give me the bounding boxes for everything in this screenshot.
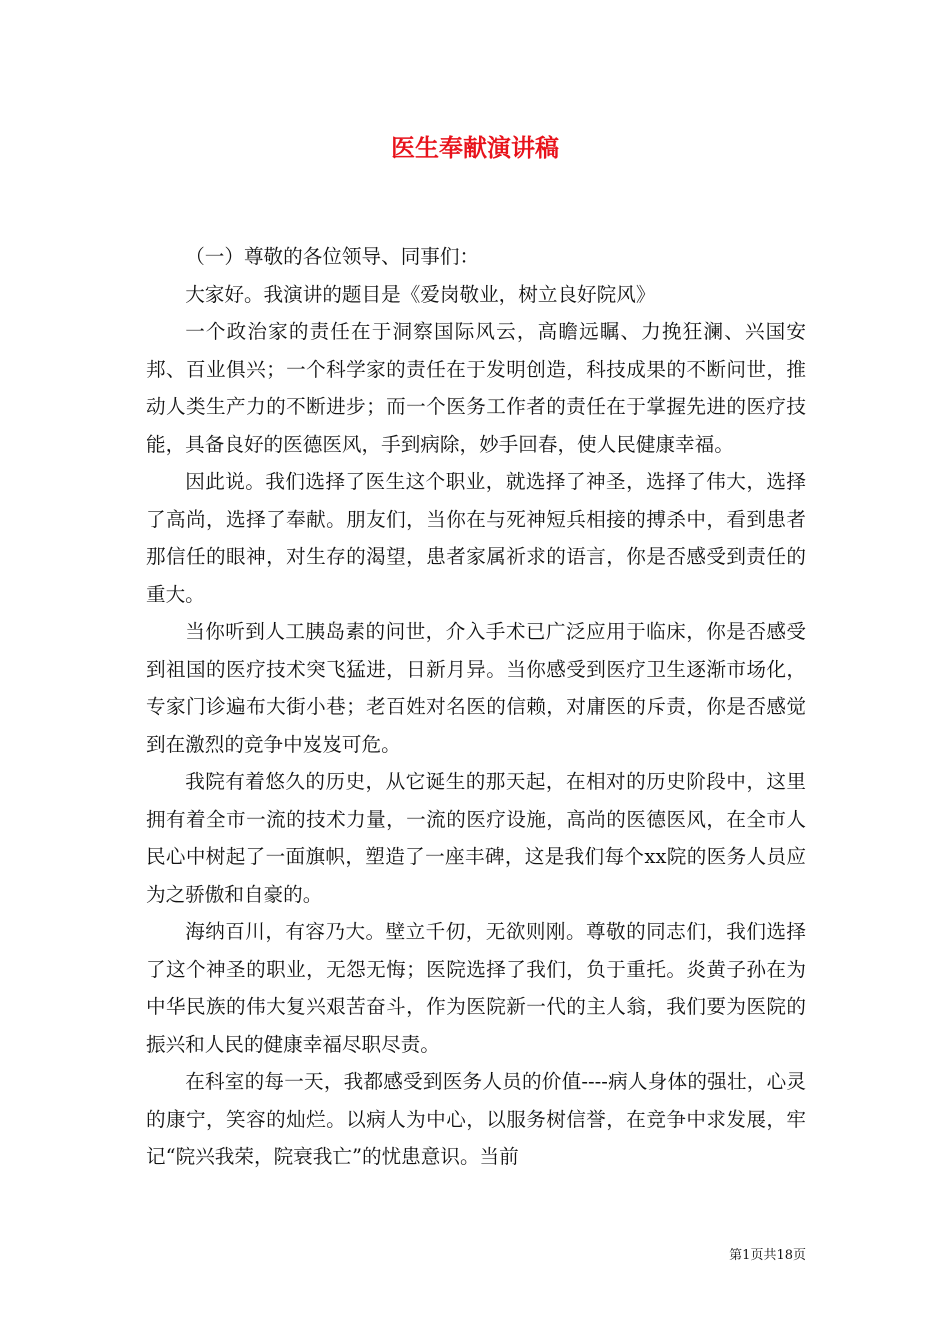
document-body — [146, 238, 806, 1176]
paragraph-history: 我院有着悠久的历史，从它诞生的那天起，在相对的历史阶段中，这里拥有着全市一流的技术力量，一流的医疗设施，高尚的医德医风，在全市人民心中树起了一面旗帜，塑造了一座丰碑，这是我们每个xx院的医务人员应为之骄傲和自豪的。 — [146, 770, 806, 906]
paragraph-department: 在科室的每一天，我都感受到医务人员的价值----病人身体的强壮，心灵的康宁，笑容的灿烂。以病人为中心，以服务树信誉，在竞争中求发展，牢记“院兴我荣，院衰我亡”的忧患意识。当前 — [146, 1070, 806, 1168]
paragraph-responsibility: 一个政治家的责任在于洞察国际风云，高瞻远瞩、力挽狂澜、兴国安邦、百业俱兴；一个科学家的责任在于发明创造，科技成果的不断问世，推动人类生产力的不断进步；而一个医务工作者的责任在于掌握先进的医疗技能，具备良好的医德医风，手到病除，妙手回春，使人民健康幸福。 — [146, 320, 806, 456]
document-title: 医生奉献演讲稿 — [391, 133, 559, 162]
paragraph-technology: 当你听到人工胰岛素的问世，介入手术已广泛应用于临床，你是否感受到祖国的医疗技术突飞猛进，日新月异。当你感受到医疗卫生逐渐市场化，专家门诊遍布大街小巷；老百姓对名医的信赖，对庸医的斥责，你是否感觉到在激烈的竞争中岌岌可危。 — [146, 620, 806, 756]
paragraph-choice: 因此说。我们选择了医生这个职业，就选择了神圣，选择了伟大，选择了高尚，选择了奉献。朋友们，当你在与死神短兵相接的搏杀中，看到患者那信任的眼神，对生存的渴望，患者家属祈求的语言，你是否感受到责任的重大。 — [146, 470, 806, 606]
paragraph-mission: 海纳百川，有容乃大。壁立千仞，无欲则刚。尊敬的同志们，我们选择了这个神圣的职业，无怨无悔；医院选择了我们，负于重托。炎黄子孙在为中华民族的伟大复兴艰苦奋斗，作为医院新一代的主人翁，我们要为医院的振兴和人民的健康幸福尽职尽责。 — [146, 920, 806, 1056]
paragraph-greeting: 大家好。我演讲的题目是《爱岗敬业，树立良好院风》 — [185, 282, 656, 306]
page-number-footer: 第1页共18页 — [729, 1248, 806, 1263]
paragraph-salutation: （一）尊敬的各位领导、同事们： — [185, 245, 480, 268]
